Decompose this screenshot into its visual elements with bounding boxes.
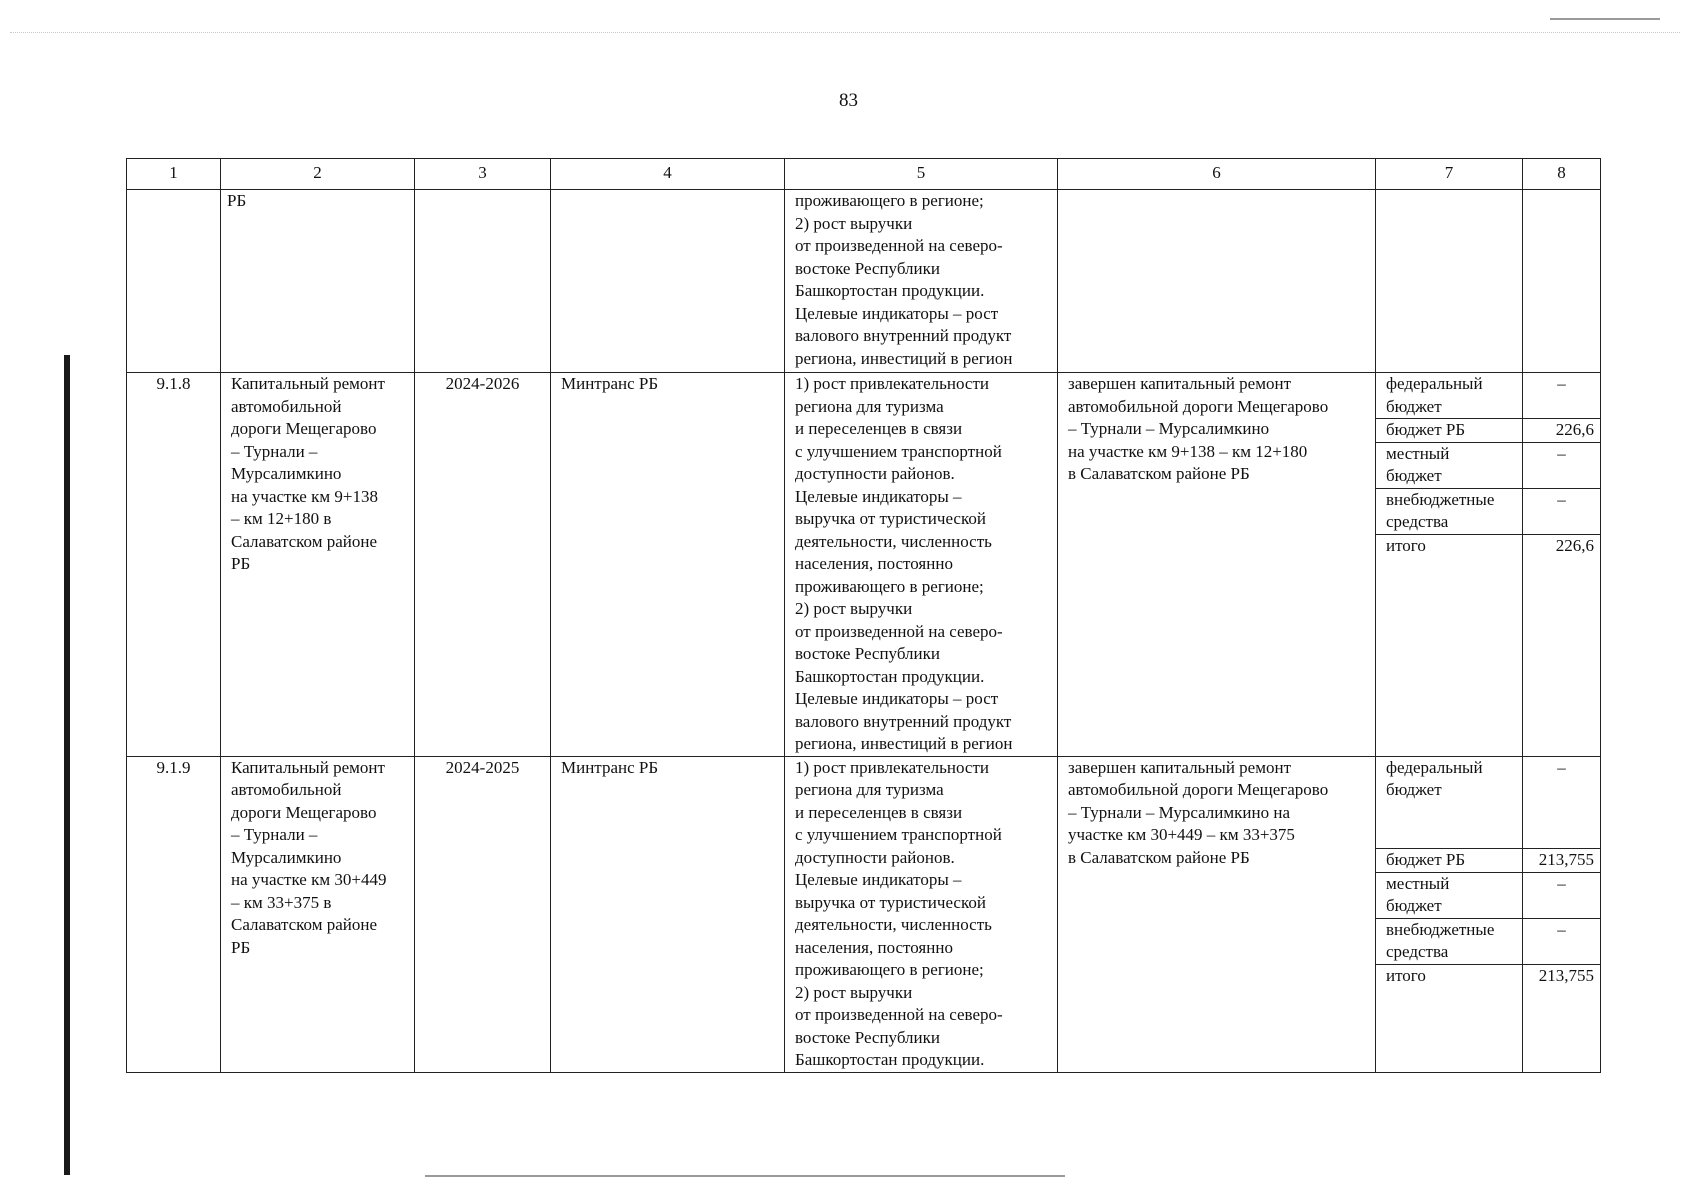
- name-cell: Капитальный ремонт автомобильной дороги Мещегарово – Турнали – Мурсалимкино на участке км 30+449 – км 33+375 в Салаватском районе РБ: [221, 756, 415, 1072]
- page-number: 83: [839, 90, 858, 111]
- table-row-continuation: [127, 190, 1601, 373]
- executor-cell: Минтранс РБ: [551, 756, 785, 1072]
- scan-bottom-rule: [425, 1175, 1065, 1177]
- funding-amount-cell: –: [1523, 918, 1601, 964]
- funding-source-cell: федеральный бюджет: [1376, 756, 1523, 848]
- column-header: 1: [127, 159, 221, 190]
- funding-source-cell: бюджет РБ: [1376, 848, 1523, 872]
- column-header: 3: [415, 159, 551, 190]
- code-cell: 9.1.8: [127, 373, 221, 757]
- funding-amount-cell: [1523, 190, 1601, 373]
- table-row: [127, 756, 1601, 848]
- funding-amount-cell: 226,6: [1523, 534, 1601, 756]
- executor-cell: [551, 190, 785, 373]
- goals-cell: проживающего в регионе; 2) рост выручки от произведенной на северо- востоке Республики Башкортостан продукции. Целевые индикаторы – рост валового внутренний продукт региона, инвестиций в регион: [785, 190, 1058, 373]
- funding-source-cell: внебюджетные средства: [1376, 918, 1523, 964]
- funding-source-cell: федеральный бюджет: [1376, 373, 1523, 419]
- column-header: 7: [1376, 159, 1523, 190]
- column-number-header-row: [127, 159, 1601, 190]
- funding-amount-cell: –: [1523, 872, 1601, 918]
- scan-top-mark: [1550, 18, 1660, 20]
- result-cell: завершен капитальный ремонт автомобильной дороги Мещегарово – Турнали – Мурсалимкино на участке км 9+138 – км 12+180 в Салаватском районе РБ: [1058, 373, 1376, 757]
- goals-cell: 1) рост привлекательности региона для туризма и переселенцев в связи с улучшением транспортной доступности районов. Целевые индикаторы – выручка от туристической деятельности, численность населения, постоянно проживающего в регионе; 2) рост выручки от произведенной на северо- востоке Республики Башкортостан продукции.: [785, 756, 1058, 1072]
- code-cell: [127, 190, 221, 373]
- period-cell: 2024-2026: [415, 373, 551, 757]
- goals-cell: 1) рост привлекательности региона для туризма и переселенцев в связи с улучшением транспортной доступности районов. Целевые индикаторы – выручка от туристической деятельности, численность населения, постоянно проживающего в регионе; 2) рост выручки от произведенной на северо- востоке Республики Башкортостан продукции. Целевые индикаторы – рост валового внутренний продукт региона, инвестиций в регион: [785, 373, 1058, 757]
- name-cell: Капитальный ремонт автомобильной дороги Мещегарово – Турнали – Мурсалимкино на участке км 9+138 – км 12+180 в Салаватском районе РБ: [221, 373, 415, 757]
- funding-source-cell: итого: [1376, 534, 1523, 756]
- column-header: 8: [1523, 159, 1601, 190]
- column-header: 5: [785, 159, 1058, 190]
- column-header: 6: [1058, 159, 1376, 190]
- funding-source-cell: [1376, 190, 1523, 373]
- funding-amount-cell: –: [1523, 373, 1601, 419]
- funding-source-cell: итого: [1376, 964, 1523, 1072]
- funding-amount-cell: 213,755: [1523, 848, 1601, 872]
- column-header: 4: [551, 159, 785, 190]
- executor-cell: Минтранс РБ: [551, 373, 785, 757]
- funding-source-cell: бюджет РБ: [1376, 419, 1523, 443]
- funding-amount-cell: –: [1523, 442, 1601, 488]
- binding-margin-bar: [64, 355, 70, 1175]
- funding-source-cell: местный бюджет: [1376, 872, 1523, 918]
- measures-table: [126, 158, 1601, 1073]
- period-cell: [415, 190, 551, 373]
- scan-top-rule: [10, 32, 1680, 33]
- funding-amount-cell: –: [1523, 488, 1601, 534]
- funding-amount-cell: –: [1523, 756, 1601, 848]
- period-cell: 2024-2025: [415, 756, 551, 1072]
- table-row: [127, 373, 1601, 419]
- name-cell: РБ: [221, 190, 415, 373]
- funding-source-cell: внебюджетные средства: [1376, 488, 1523, 534]
- column-header: 2: [221, 159, 415, 190]
- funding-amount-cell: 226,6: [1523, 419, 1601, 443]
- code-cell: 9.1.9: [127, 756, 221, 1072]
- result-cell: завершен капитальный ремонт автомобильной дороги Мещегарово – Турнали – Мурсалимкино на участке км 30+449 – км 33+375 в Салаватском районе РБ: [1058, 756, 1376, 1072]
- result-cell: [1058, 190, 1376, 373]
- funding-source-cell: местный бюджет: [1376, 442, 1523, 488]
- funding-amount-cell: 213,755: [1523, 964, 1601, 1072]
